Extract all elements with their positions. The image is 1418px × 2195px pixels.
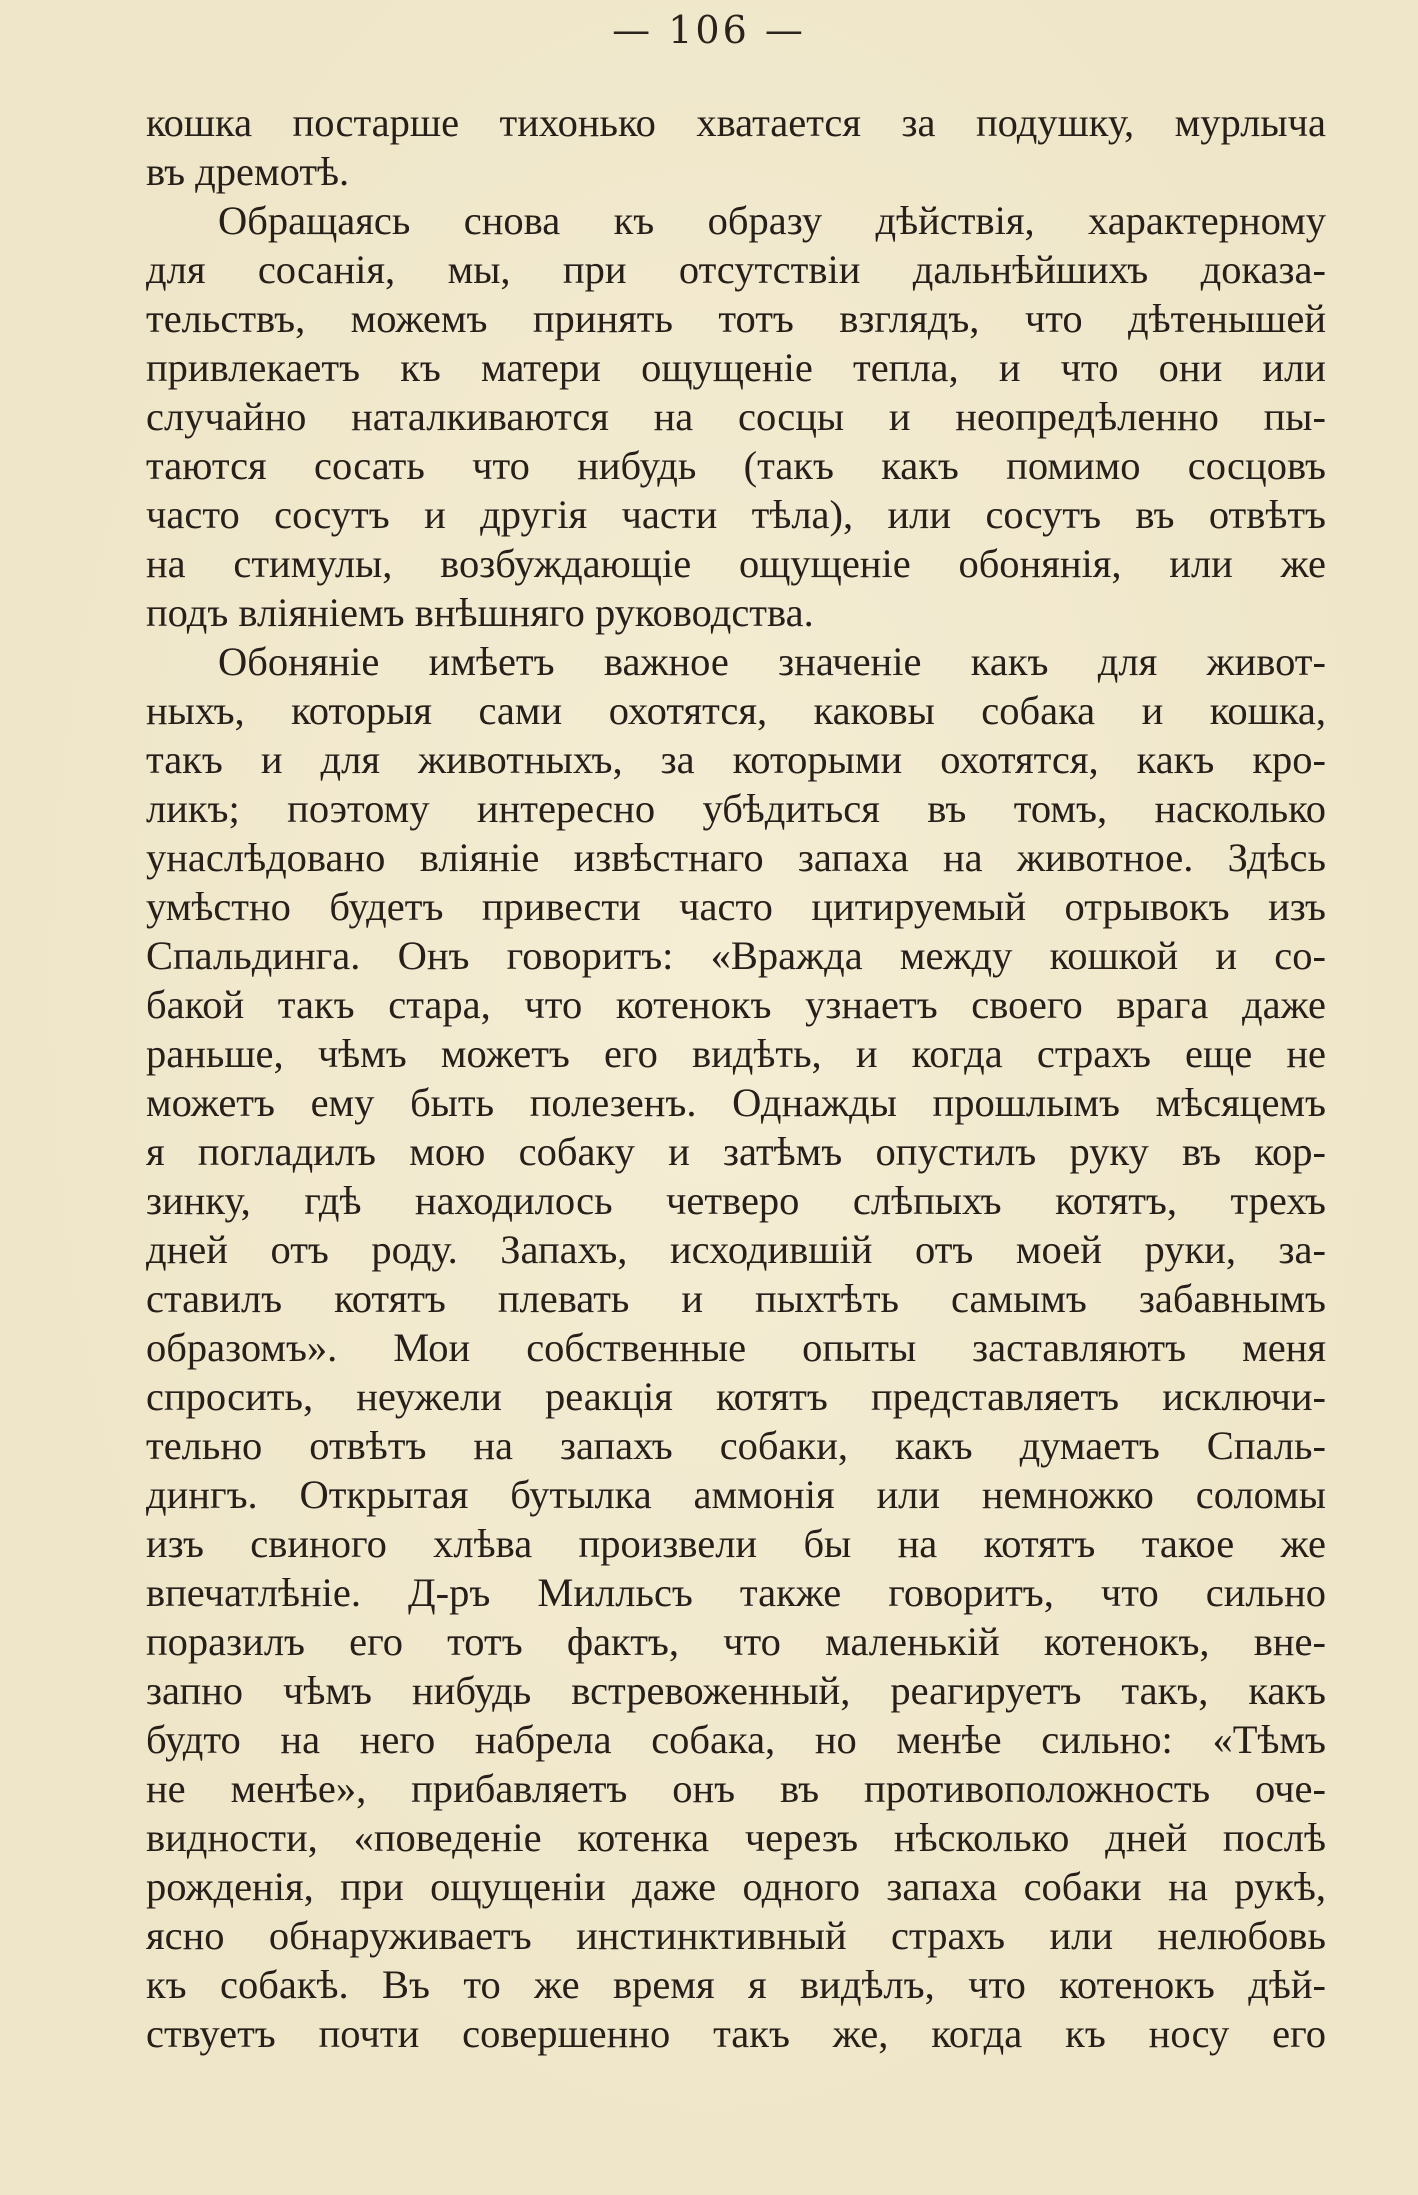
text-line: образомъ». Мои собственные опыты заставляютъ меня [146,1325,1326,1370]
text-line: изъ свиного хлѣва произвели бы на котятъ такое же [146,1521,1326,1566]
paragraph [146,98,1326,196]
text-line: ставилъ котятъ плевать и пыхтѣть самымъ забавнымъ [146,1276,1326,1321]
paragraph [146,637,1326,2058]
text-line: унаслѣдовано вліяніе извѣстнаго запаха на животное. Здѣсь [146,835,1326,880]
text-line: подъ вліяніемъ внѣшняго руководства. [146,590,814,635]
text-line: не менѣе», прибавляетъ онъ въ противоположность оче- [146,1766,1326,1811]
text-line: къ собакѣ. Въ то же время я видѣлъ, что котенокъ дѣй- [146,1962,1326,2007]
page-number: — 106 — [612,8,806,52]
text-line: ясно обнаруживаетъ инстинктивный страхъ или нелюбовь [146,1913,1326,1958]
text-line: запно чѣмъ нибудь встревоженный, реагируетъ такъ, какъ [146,1668,1326,1713]
text-line: Обращаясь снова къ образу дѣйствія, характерному [218,198,1326,243]
text-line: впечатлѣніе. Д-ръ Милльсъ также говоритъ, что сильно [146,1570,1326,1615]
text-line: раньше, чѣмъ можетъ его видѣть, и когда страхъ еще не [146,1031,1326,1076]
text-line: ликъ; поэтому интересно убѣдиться въ томъ, насколько [146,786,1326,831]
text-line: дингъ. Открытая бутылка аммонія или немножко соломы [146,1472,1326,1517]
text-line: ныхъ, которыя сами охотятся, каковы собака и кошка, [146,688,1326,733]
body-text [146,98,1326,2058]
text-line: спросить, неужели реакція котятъ представляетъ исключи- [146,1374,1326,1419]
text-line: я погладилъ мою собаку и затѣмъ опустилъ руку въ кор- [146,1129,1326,1174]
text-line: тельно отвѣтъ на запахъ собаки, какъ думаетъ Спаль- [146,1423,1326,1468]
text-line: на стимулы, возбуждающіе ощущеніе обонянія, или же [146,541,1326,586]
text-line: случайно наталкиваются на сосцы и неопредѣленно пы- [146,394,1326,439]
text-line: умѣстно будетъ привести часто цитируемый отрывокъ изъ [146,884,1326,929]
text-line: въ дремотѣ. [146,149,350,194]
text-line: ствуетъ почти совершенно такъ же, когда къ носу его [146,2011,1326,2056]
text-line: привлекаетъ къ матери ощущеніе тепла, и что они или [146,345,1326,390]
text-line: тельствъ, можемъ принять тотъ взглядъ, что дѣтенышей [146,296,1326,341]
text-line: Спальдинга. Онъ говоритъ: «Вражда между кошкой и со- [146,933,1326,978]
text-line: зинку, гдѣ находилось четверо слѣпыхъ котятъ, трехъ [146,1178,1326,1223]
text-line: бакой такъ стара, что котенокъ узнаетъ своего врага даже [146,982,1326,1027]
text-line: поразилъ его тотъ фактъ, что маленькій котенокъ, вне- [146,1619,1326,1664]
paragraph [146,196,1326,637]
text-line: такъ и для животныхъ, за которыми охотятся, какъ кро- [146,737,1326,782]
text-line: дней отъ роду. Запахъ, исходившій отъ моей руки, за- [146,1227,1326,1272]
text-line: видности, «поведеніе котенка черезъ нѣсколько дней послѣ [146,1815,1326,1860]
text-line: часто сосутъ и другія части тѣла), или сосутъ въ отвѣтъ [146,492,1326,537]
text-line: кошка постарше тихонько хватается за подушку, мурлыча [146,100,1326,145]
text-line: рожденія, при ощущеніи даже одного запаха собаки на рукѣ, [146,1864,1326,1909]
text-line: для сосанія, мы, при отсутствіи дальнѣйшихъ доказа- [146,247,1326,292]
text-line: будто на него набрела собака, но менѣе сильно: «Тѣмъ [146,1717,1326,1762]
text-line: таются сосать что нибудь (такъ какъ помимо сосцовъ [146,443,1326,488]
text-line: Обоняніе имѣетъ важное значеніе какъ для живот- [218,639,1326,684]
text-line: можетъ ему быть полезенъ. Однажды прошлымъ мѣсяцемъ [146,1080,1326,1125]
